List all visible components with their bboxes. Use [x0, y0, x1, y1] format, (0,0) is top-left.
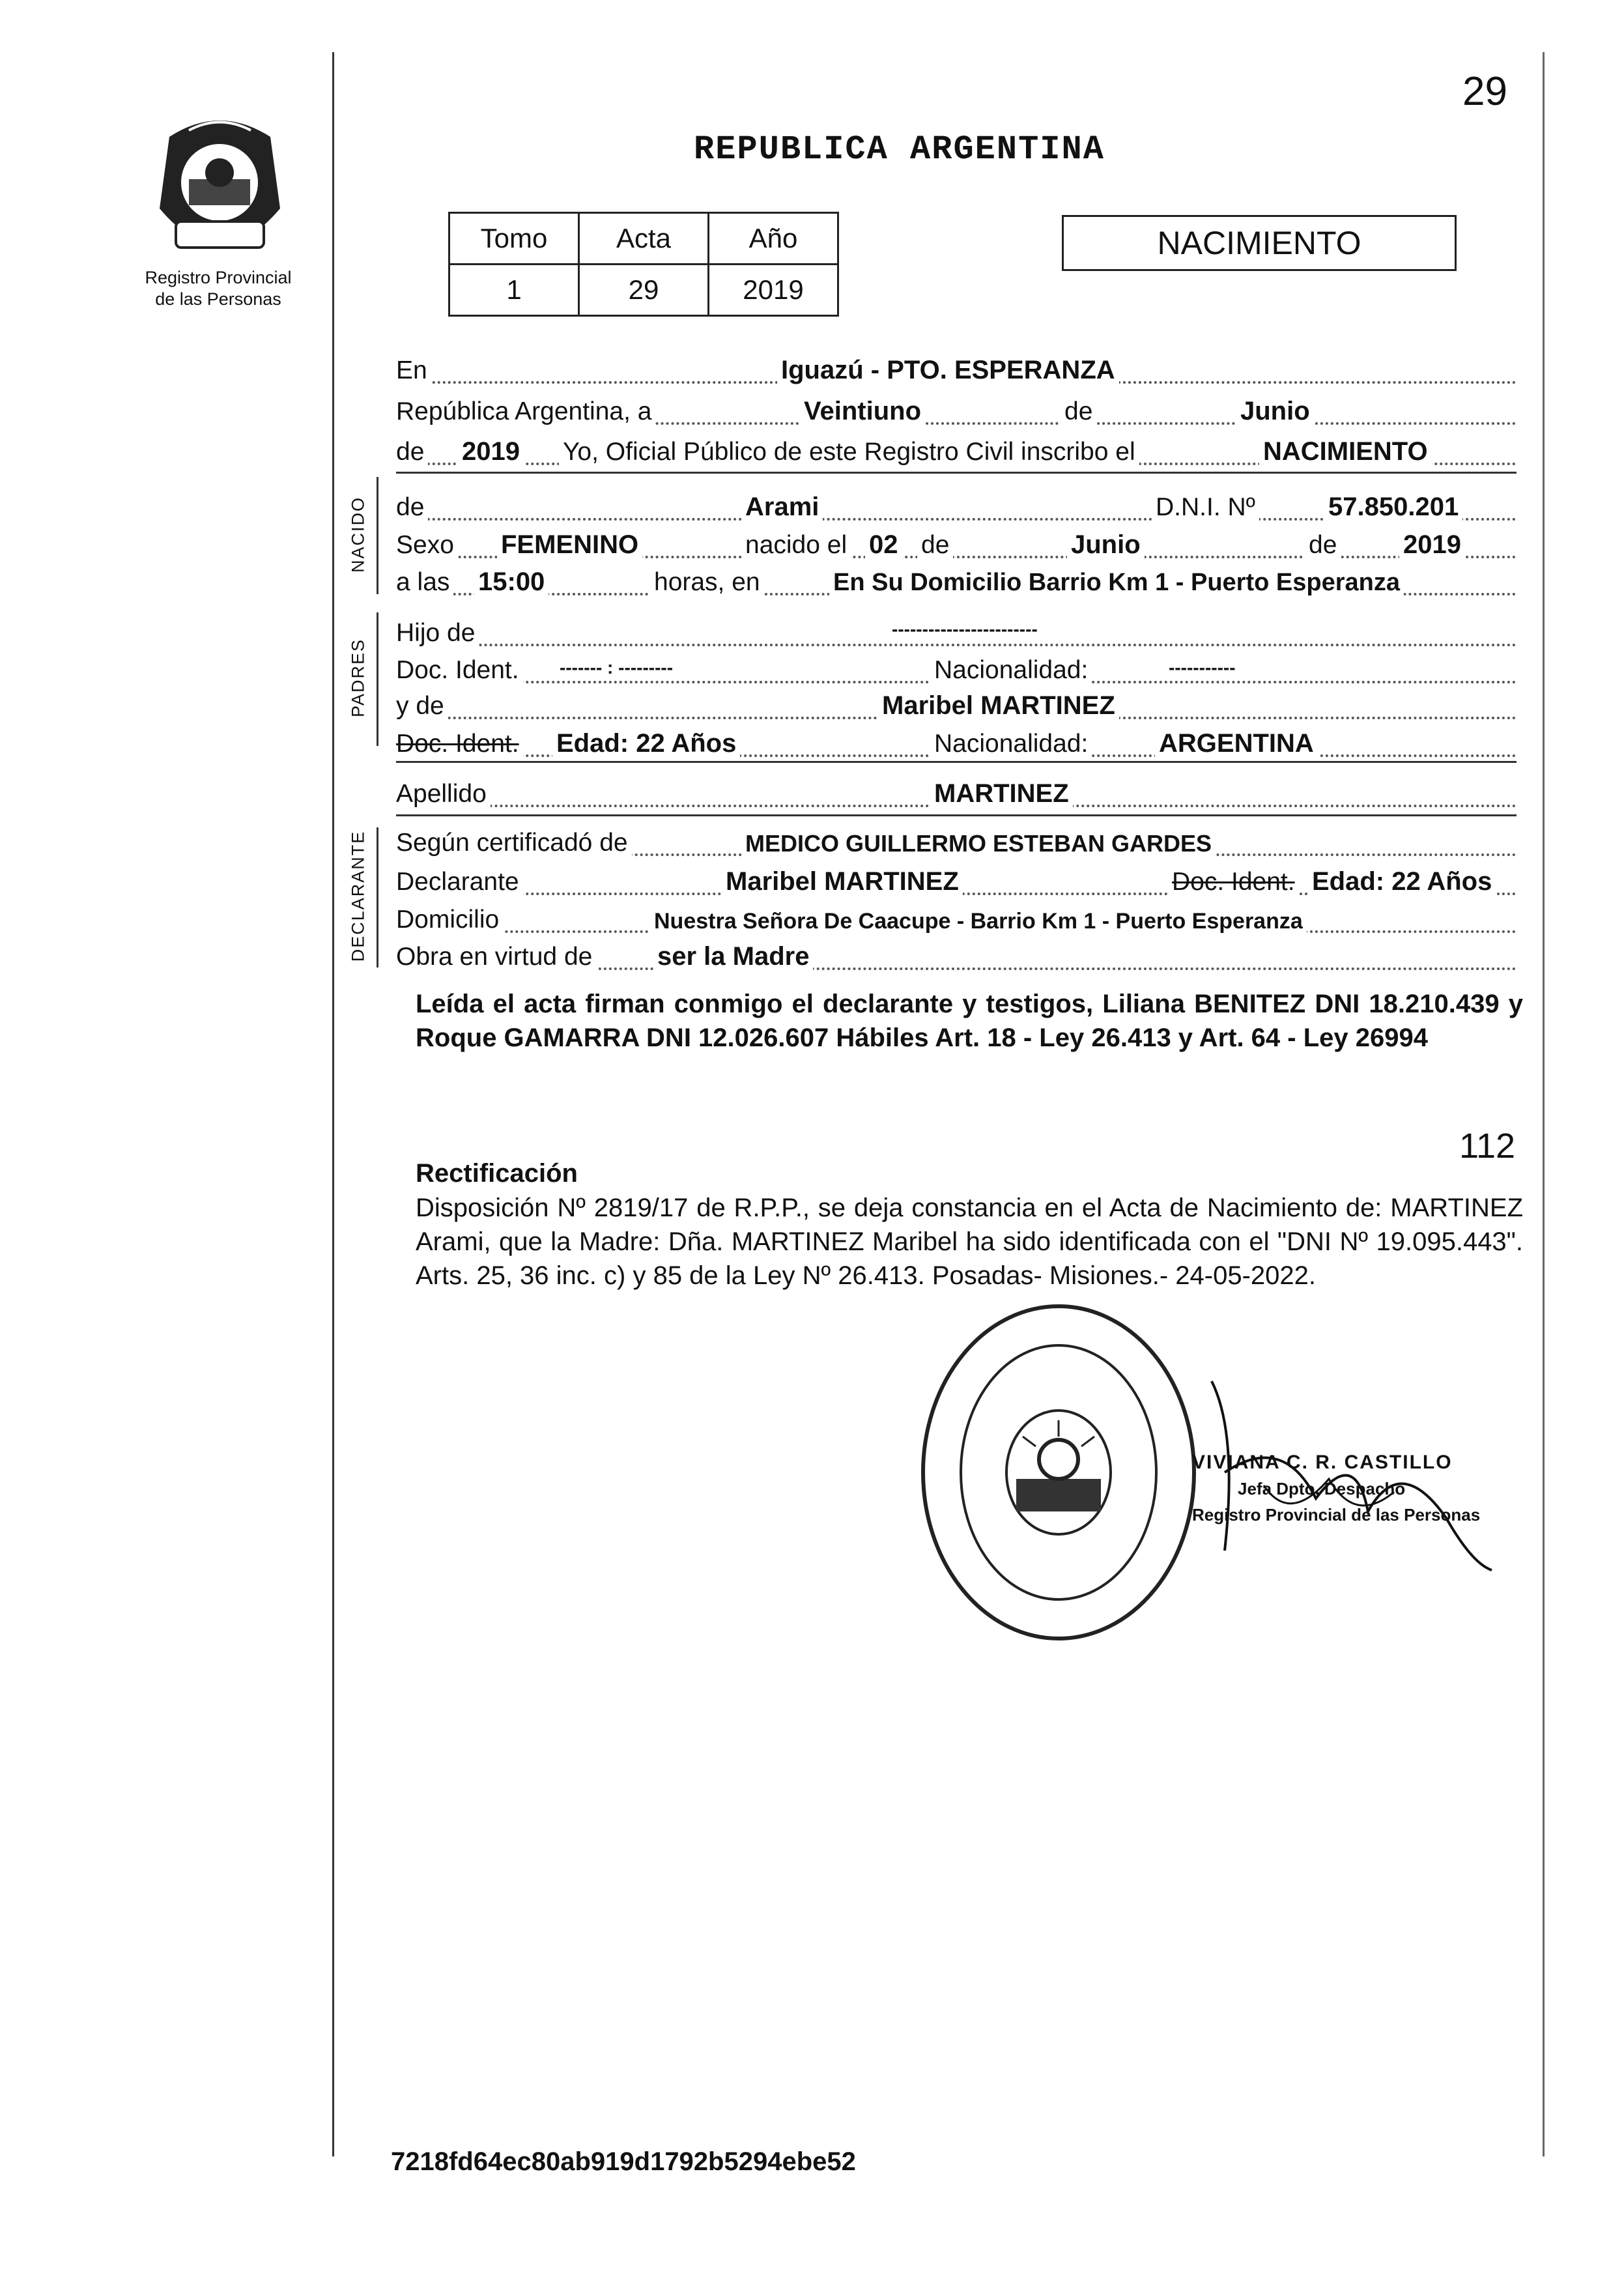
register-value-acta: 29 [579, 265, 709, 316]
label-nacido-de: de [917, 531, 953, 560]
rectificacion-number: 112 [1459, 1126, 1516, 1166]
line-fecha [396, 390, 1517, 429]
signature-block [1192, 1450, 1518, 1528]
value-declarante: Maribel MARTINEZ [722, 867, 963, 896]
rectificacion-text: Disposición Nº 2819/17 de R.P.P., se deja constancia en el Acta de Nacimiento de: MARTINEZ Arami, que la Madre: Dña. MARTINEZ Maribel ha sido identificada con el "DNI Nº 19.095.443". Arts. 25, 36 inc. c) y 85 de la Ley Nº 26.413. Posadas- Misiones.- 24-05-2022. [416, 1194, 1523, 1290]
label-de: de [1061, 397, 1096, 426]
closing-paragraph: Leída el acta firman conmigo el declarante y testigos, Liliana BENITEZ DNI 18.210.439 y Roque GAMARRA DNI 12.026.607 Hábiles Art. 18 - Ley 26.413 y Art. 64 - Ley 26994 [416, 990, 1523, 1052]
right-margin-rule [1543, 52, 1545, 2156]
label-dni: D.N.I. Nº [1152, 493, 1259, 522]
label-domicilio: Domicilio [396, 906, 503, 934]
label-horas-en: horas, en [650, 568, 764, 597]
line-anio [396, 430, 1517, 469]
value-sexo: FEMENINO [497, 530, 642, 560]
value-lugar-nacimiento: En Su Domicilio Barrio Km 1 - Puerto Esperanza [829, 569, 1404, 597]
province-seal-icon [150, 111, 290, 264]
line-hora [396, 560, 1517, 599]
signature-role: Jefa Dpto. Despacho [1238, 1479, 1406, 1498]
document-hash: 7218fd64ec80ab919d1792b5294ebe52 [391, 2147, 856, 2176]
label-oficial: Yo, Oficial Público de este Registro Civil inscribo el [559, 438, 1139, 466]
value-nombre: Arami [741, 493, 823, 522]
label-doc-ident-madre: Doc. Ident. [396, 730, 523, 758]
value-nacionalidad-padre: ----------- [1165, 657, 1240, 678]
value-edad-declarante: Edad: 22 Años [1308, 867, 1496, 896]
line-declarante [396, 860, 1517, 899]
label-doc-ident: Doc. Ident. [396, 656, 523, 685]
padres-sidebar [377, 612, 378, 746]
value-domicilio: Nuestra Señora De Caacupe - Barrio Km 1 - Puerto Esperanza [650, 909, 1307, 934]
declarante-sidebar [377, 827, 378, 967]
value-inscribo: NACIMIENTO [1259, 437, 1432, 466]
register-header-anio: Año [709, 213, 838, 265]
line-hijo [396, 611, 1517, 650]
line-certificado [396, 821, 1517, 860]
register-value-anio: 2019 [709, 265, 838, 316]
line-domicilio [396, 898, 1517, 937]
label-sexo: Sexo [396, 531, 458, 560]
value-dni: 57.850.201 [1324, 493, 1462, 522]
value-apellido: MARTINEZ [930, 779, 1073, 809]
signature-name: VIVIANA C. R. CASTILLO [1192, 1452, 1453, 1473]
signature-org: Registro Provincial de las Personas [1192, 1505, 1481, 1525]
registry-caption [117, 267, 319, 310]
label-a-las: a las [396, 568, 453, 597]
line-obra [396, 935, 1517, 974]
value-obra: ser la Madre [653, 942, 813, 971]
label-nacionalidad: Nacionalidad: [930, 656, 1092, 685]
nacido-sidebar [377, 477, 378, 594]
side-label-padres: PADRES [348, 638, 368, 718]
value-lugar-inscripcion: Iguazú - PTO. ESPERANZA [777, 356, 1119, 385]
value-dia: Veintiuno [800, 397, 925, 426]
register-header-tomo: Tomo [449, 213, 579, 265]
label-nombre-de: de [396, 493, 428, 522]
value-doc-padre: ------- : --------- [556, 657, 677, 678]
value-nacido-anio: 2019 [1399, 530, 1465, 560]
document-title: REPUBLICA ARGENTINA [694, 130, 1105, 169]
label-obra: Obra en virtud de [396, 943, 596, 971]
registry-caption-line1: Registro Provincial [145, 268, 292, 287]
line-madre [396, 684, 1517, 723]
register-header-acta: Acta [579, 213, 709, 265]
value-nacido-dia: 02 [865, 530, 902, 560]
registry-caption-line2: de las Personas [155, 289, 281, 309]
line-apellido [396, 772, 1517, 811]
label-declarante: Declarante [396, 868, 523, 896]
label-en: En [396, 356, 431, 385]
value-mes: Junio [1236, 397, 1314, 426]
label-nacido-de2: de [1305, 531, 1341, 560]
divider-rule-padres [396, 761, 1517, 763]
line-sexo [396, 523, 1517, 562]
left-margin-rule [332, 52, 334, 2156]
label-y-de: y de [396, 692, 448, 721]
page-number: 29 [1462, 69, 1507, 114]
label-de-anio: de [396, 438, 428, 466]
label-apellido: Apellido [396, 780, 491, 809]
divider-rule-apellido [396, 814, 1517, 816]
act-type-box: NACIMIENTO [1062, 215, 1457, 271]
line-nombre [396, 485, 1517, 524]
label-nacido-el: nacido el [741, 531, 851, 560]
register-table [448, 212, 839, 317]
value-nacionalidad-madre: ARGENTINA [1155, 729, 1318, 758]
label-certificado: Según certificadó de [396, 829, 632, 857]
side-label-declarante: DECLARANTE [348, 830, 368, 962]
line-doc-padre [396, 648, 1517, 687]
line-en [396, 349, 1517, 388]
value-edad-madre: Edad: 22 Años [552, 729, 740, 758]
label-hijo-de: Hijo de [396, 619, 479, 648]
value-anio: 2019 [458, 437, 524, 466]
rectificacion-title: Rectificación [416, 1159, 578, 1188]
value-certificado: MEDICO GUILLERMO ESTEBAN GARDES [741, 830, 1216, 857]
line-doc-madre [396, 722, 1517, 761]
divider-rule [396, 472, 1517, 474]
value-hora: 15:00 [474, 567, 548, 597]
register-value-tomo: 1 [449, 265, 579, 316]
value-madre: Maribel MARTINEZ [878, 691, 1119, 721]
value-padre: ------------------------ [888, 619, 1042, 640]
official-stamp-icon [912, 1296, 1205, 1648]
label-nacionalidad-madre: Nacionalidad: [930, 730, 1092, 758]
value-nacido-mes: Junio [1067, 530, 1145, 560]
label-republica: República Argentina, a [396, 397, 655, 426]
label-doc-ident-declarante: Doc. Ident. [1168, 868, 1299, 896]
side-label-nacido: NACIDO [348, 496, 368, 573]
